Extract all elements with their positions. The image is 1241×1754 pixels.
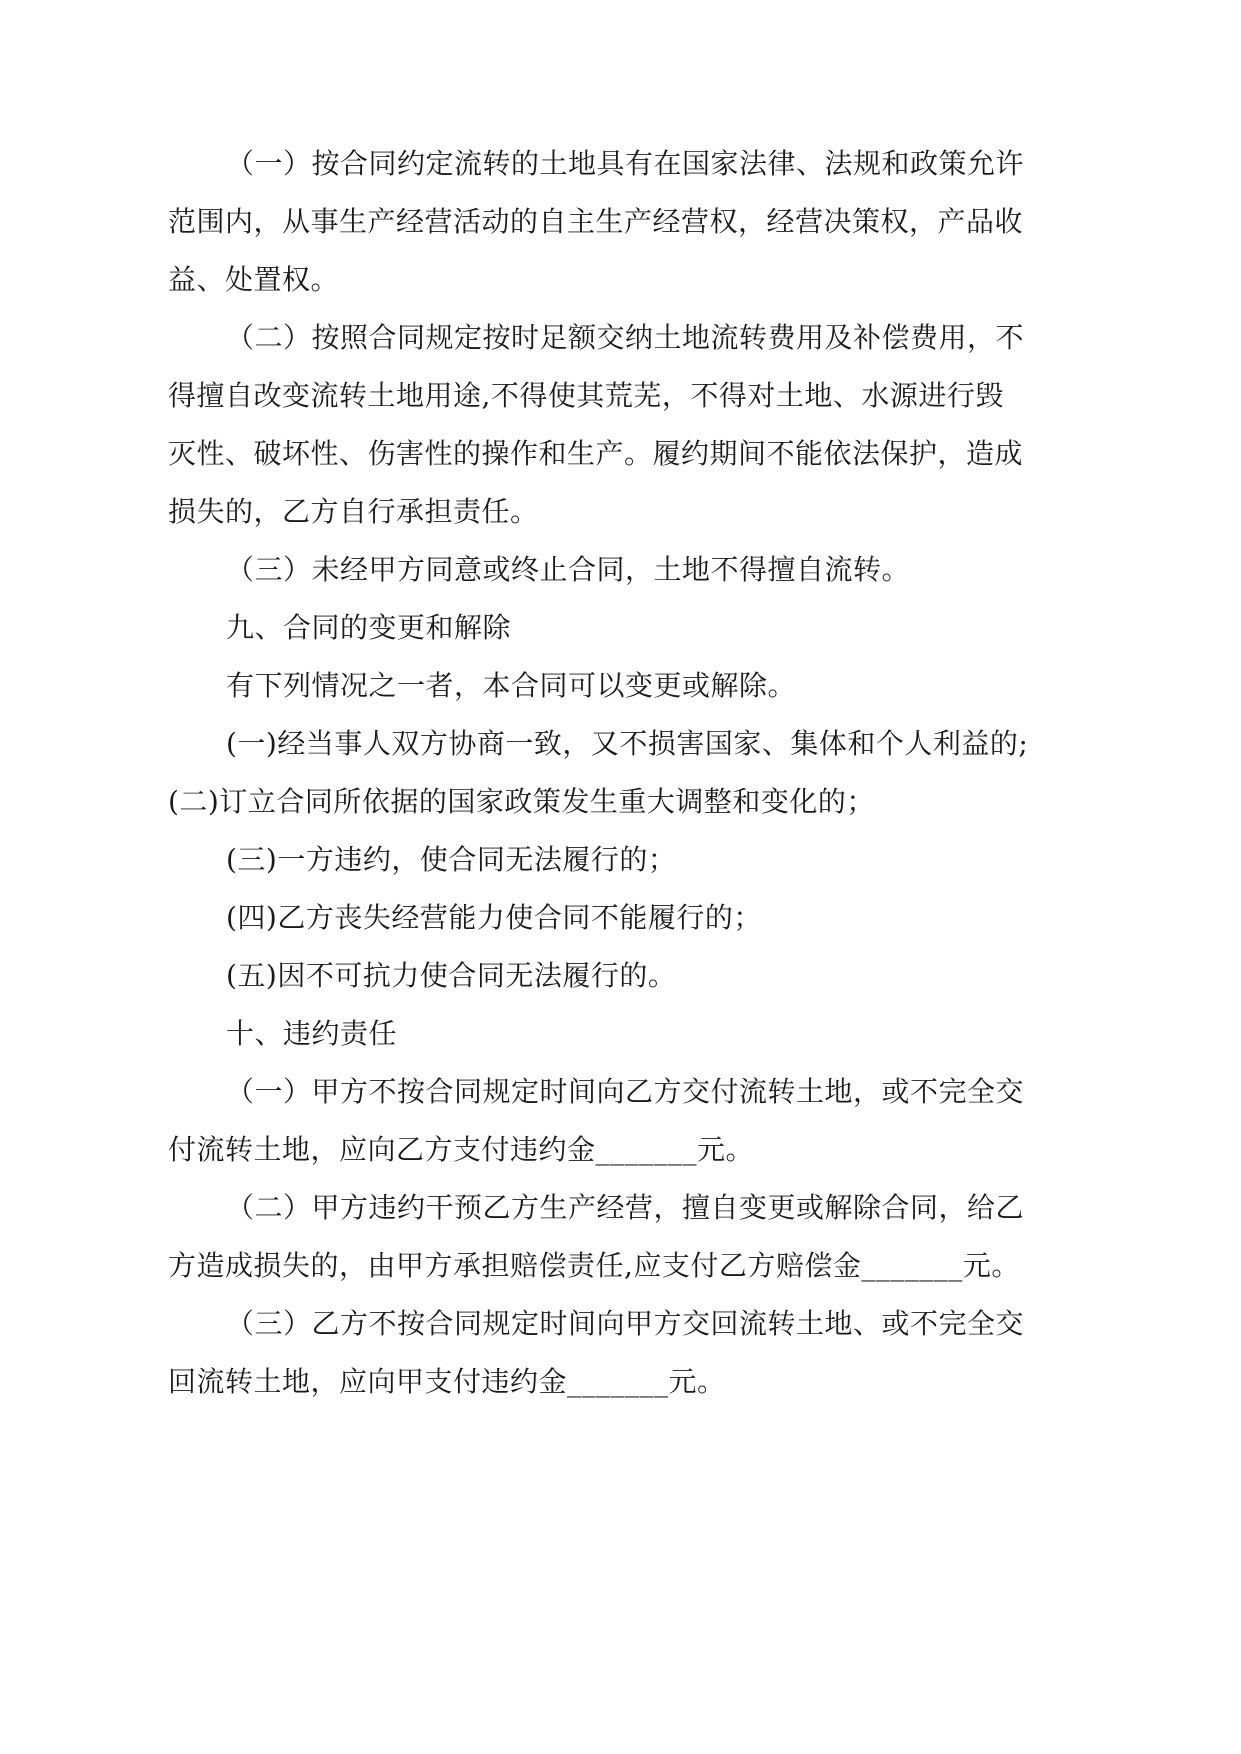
section-heading: 十、违约责任 <box>226 1017 398 1050</box>
list-item: (四)乙方丧失经营能力使合同不能履行的； <box>226 901 762 934</box>
text-line: 有下列情况之一者，本合同可以变更或解除。 <box>226 669 797 702</box>
text-line: （一）甲方不按合同规定时间向乙方交付流转土地，或不完全交 <box>226 1075 1025 1108</box>
list-item: (二)订立合同所依据的国家政策发生重大调整和变化的； <box>168 785 875 818</box>
text-line: （三）未经甲方同意或终止合同，土地不得擅自流转。 <box>226 553 911 586</box>
list-item: (五)因不可抗力使合同无法履行的。 <box>226 959 677 992</box>
text-line: 范围内，从事生产经营活动的自主生产经营权，经营决策权，产品收 <box>168 205 1024 238</box>
text-line: 回流转土地，应向甲支付违约金_______元。 <box>168 1365 726 1398</box>
text-line: 益、处置权。 <box>168 263 340 296</box>
text-line: （二）按照合同规定按时足额交纳土地流转费用及补偿费用，不 <box>226 321 1025 354</box>
section-heading: 九、合同的变更和解除 <box>226 611 512 644</box>
text-line: （一）按合同约定流转的土地具有在国家法律、法规和政策允许 <box>226 147 1025 180</box>
text-line: （二）甲方违约干预乙方生产经营，擅自变更或解除合同，给乙 <box>226 1191 1025 1224</box>
list-item: (三)一方违约，使合同无法履行的； <box>226 843 677 876</box>
text-line: 付流转土地，应向乙方支付违约金_______元。 <box>168 1133 755 1166</box>
list-item: (一)经当事人双方协商一致，又不损害国家、集体和个人利益的; <box>226 727 1029 760</box>
text-line: 方造成损失的，由甲方承担赔偿责任,应支付乙方赔偿金_______元。 <box>168 1249 1020 1282</box>
text-line: 灭性、破坏性、伤害性的操作和生产。履约期间不能依法保护，造成 <box>168 437 1024 470</box>
text-line: 损失的，乙方自行承担责任。 <box>168 495 539 528</box>
text-line: 得擅自改变流转土地用途,不得使其荒芜，不得对土地、水源进行毁 <box>168 379 1004 412</box>
text-line: （三）乙方不按合同规定时间向甲方交回流转土地、或不完全交 <box>226 1307 1025 1340</box>
